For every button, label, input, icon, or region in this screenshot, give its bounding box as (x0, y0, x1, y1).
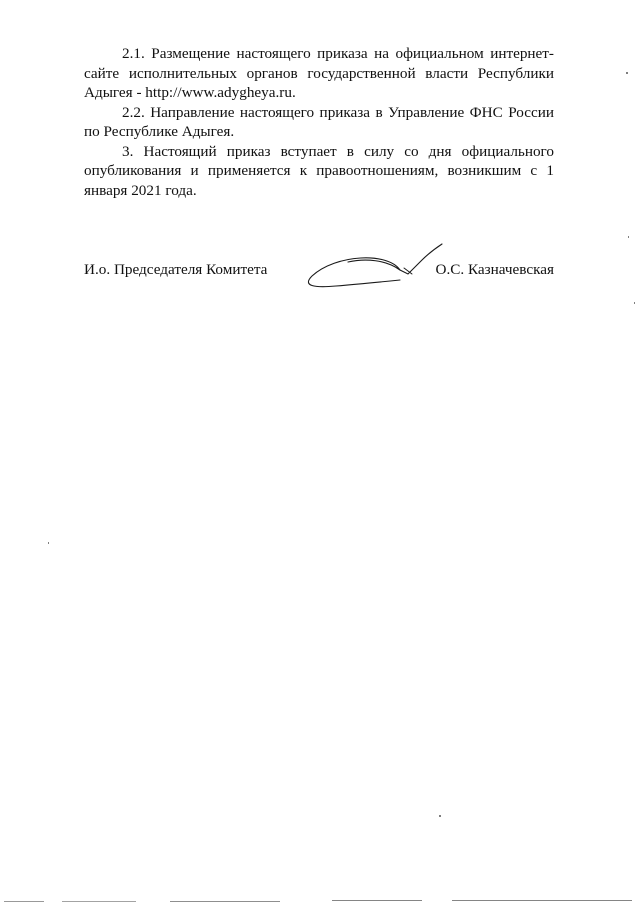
scan-edge-line (4, 901, 44, 902)
paragraph-2-2: 2.2. Направление настоящего приказа в Управление ФНС России по Республике Адыгея. (84, 103, 554, 140)
document-body (84, 44, 554, 200)
scan-speck (628, 236, 629, 238)
signature-block (84, 256, 554, 296)
scan-edge-line (452, 900, 632, 901)
handwritten-signature (296, 240, 456, 300)
signatory-name: О.С. Казначевская (435, 261, 554, 278)
scan-speck (626, 72, 628, 74)
scan-speck (48, 542, 49, 544)
signatory-position: И.о. Председателя Комитета (84, 261, 268, 278)
scan-edge-line (332, 900, 422, 901)
scan-edge-line (170, 901, 280, 902)
scan-edge-line (62, 901, 136, 902)
scan-speck (634, 302, 635, 304)
paragraph-3: 3. Настоящий приказ вступает в силу со дня официального опубликования и применяется к правоотношениям, возникшим с 1 января 2021 года. (84, 142, 554, 199)
scan-speck (439, 815, 441, 817)
paragraph-2-1: 2.1. Размещение настоящего приказа на официальном интернет-сайте исполнительных органов государственной власти Республики Адыгея - http://www.adygheya.ru. (84, 45, 554, 101)
